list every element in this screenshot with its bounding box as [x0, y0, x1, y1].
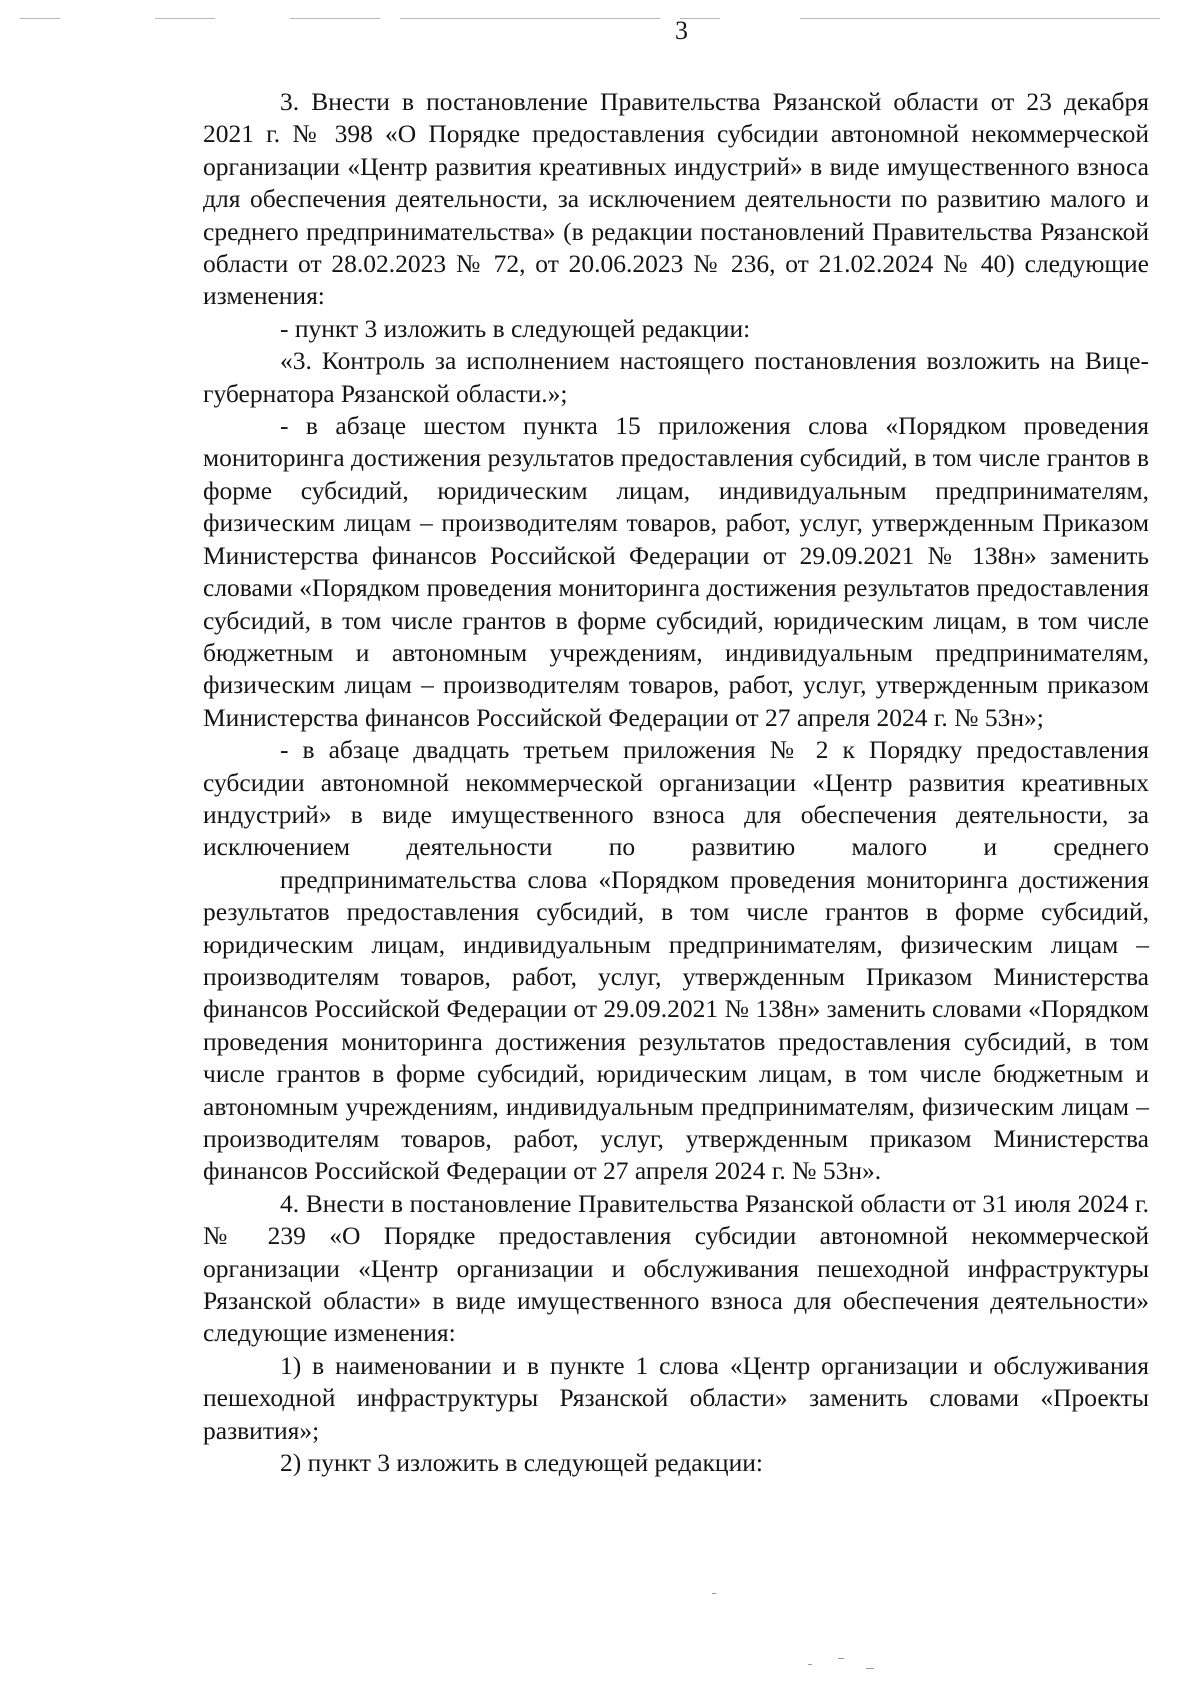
paragraph-item-3: 3. Внести в постановление Правительства Рязанской области от 23 декабря 2021 г. № 398 «О Порядке предоставления субсидии автономной некоммерческой организации «Центр развития креативных индустрий» в виде имущественного взноса для обеспечения деятельности, за исключением деятельности по развитию малого и среднего предпринимательства» (в редакции постановлений Правительства Рязанской области от 28.02.2023 № 72, от 20.06.2023 № 236, от 21.02.2024 № 40) следующие изменения:: [203, 87, 1149, 311]
paragraph-subitem-2: 2) пункт 3 изложить в следующей редакции:: [280, 1448, 763, 1478]
paragraph-subitem-1: 1) в наименовании и в пункте 1 слова «Центр организации и обслуживания пешеходной инфраструктуры Рязанской области» заменить словами «Проекты развития»;: [203, 1350, 1149, 1445]
scan-artifact-speck: [712, 1593, 716, 1594]
paragraph-continuation: предпринимательства слова «Порядком проведения мониторинга достижения результатов предоставления субсидий, в том числе грантов в форме субсидий, юридическим лицам, индивидуальным предпринимателям, физическим лицам – производителям товаров, работ, услуг, утвержденным Приказом Министерства финансов Российской Федерации от 29.09.2021 № 138н» заменить словами «Порядком проведения мониторинга достижения результатов предоставления субсидий, в том числе грантов в форме субсидий, юридическим лицам, в том числе бюджетным и автономным учреждениям, индивидуальным предпринимателям, физическим лицам – производителям товаров, работ, услуг, утвержденным приказом Министерства финансов Российской Федерации от 27 апреля 2024 г. № 53н».: [203, 864, 1149, 1186]
paragraph-subitem: - в абзаце двадцать третьем приложения № 2 к Порядку предоставления субсидии автономной некоммерческой организации «Центр развития креативных индустрий» в виде имущественного взноса для обеспечения деятельности, за исключением деятельности по развитию малого и среднего: [203, 735, 1149, 862]
document-body: [203, 86, 1149, 1479]
paragraph-subitem: - пункт 3 изложить в следующей редакции:: [280, 313, 751, 343]
scan-artifact-speck: [866, 1668, 874, 1669]
page-number: 3: [675, 16, 688, 45]
paragraph-quote: «3. Контроль за исполнением настоящего постановления возложить на Вице-губернатора Рязанской области.»;: [203, 346, 1149, 408]
paragraph-item-4: 4. Внести в постановление Правительства Рязанской области от 31 июля 2024 г. № 239 «О Порядке предоставления субсидии автономной некоммерческой организации «Центр организации и обслуживания пешеходной инфраструктуры Рязанской области» в виде имущественного взноса для обеспечения деятельности» следующие изменения:: [203, 1188, 1149, 1348]
scan-artifact-speck: [838, 1658, 844, 1659]
scan-artifact-speck: [808, 1664, 812, 1665]
paragraph-subitem: - в абзаце шестом пункта 15 приложения слова «Порядком проведения мониторинга достижения результатов предоставления субсидий, в том числе грантов в форме субсидий, юридическим лицам, индивидуальным предпринимателям, физическим лицам – производителям товаров, работ, услуг, утвержденным Приказом Министерства финансов Российской Федерации от 29.09.2021 № 138н» заменить словами «Порядком проведения мониторинга достижения результатов предоставления субсидий, в том числе грантов в форме субсидий, юридическим лицам, в том числе бюджетным и автономным учреждениям, индивидуальным предпринимателям, физическим лицам – производителям товаров, работ, услуг, утвержденным приказом Министерства финансов Российской Федерации от 27 апреля 2024 г. № 53н»;: [203, 411, 1149, 732]
